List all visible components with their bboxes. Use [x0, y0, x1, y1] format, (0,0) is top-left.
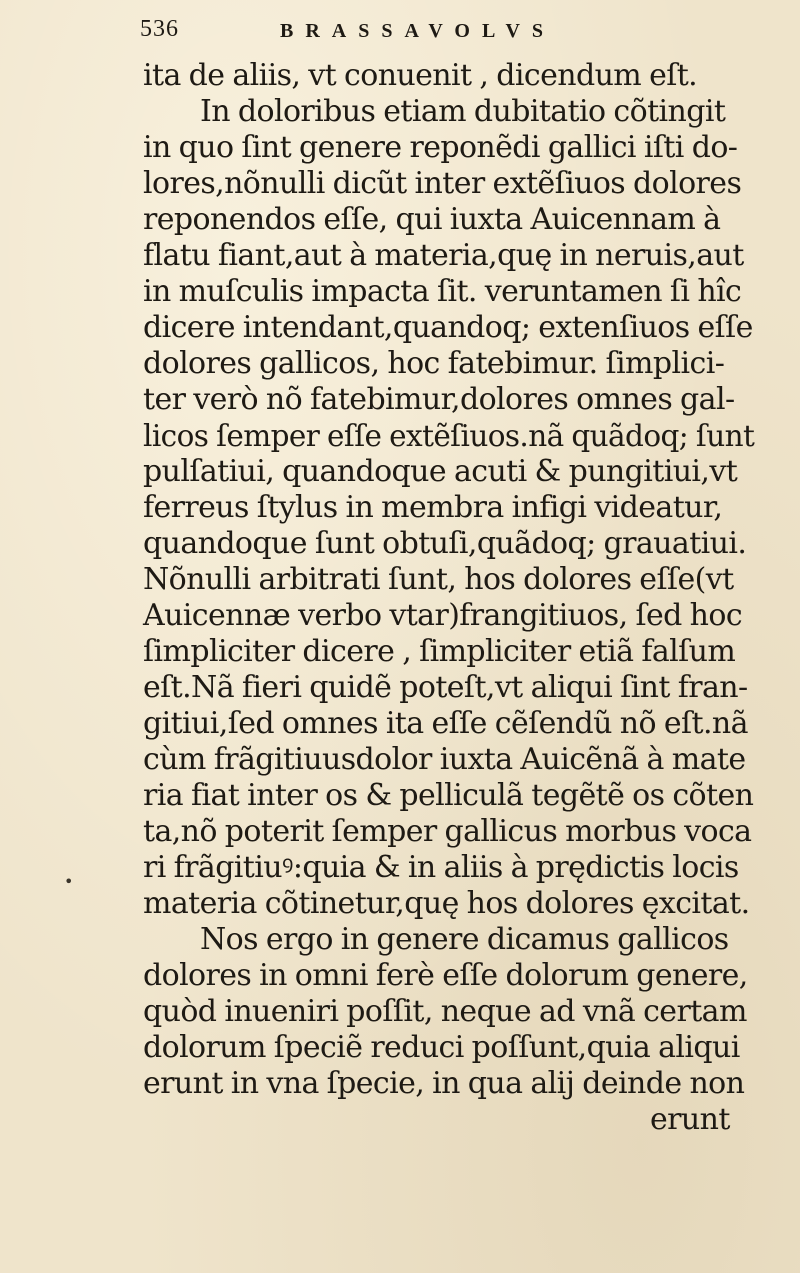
text-line: dolores in omni ferè eſſe dolorum genere,: [143, 958, 748, 993]
text-line: in quo ſint genere reponẽdi gallici iſti do-: [143, 130, 738, 165]
text-line: dicere intendant,quandoq; extenſiuos eſſe: [143, 310, 753, 345]
paragraph-first-line: Nos ergo in genere dicamus gallicos: [200, 922, 729, 957]
text-line: lores,nõnulli dicũt inter extẽſiuos dolores: [143, 166, 742, 201]
text-line: quandoque ſunt obtuſi,quãdoq; grauatiui.: [143, 526, 747, 561]
page-header: [140, 14, 660, 50]
text-line: dolorum ſpeciẽ reduci poſſunt,quia aliqui: [143, 1030, 740, 1065]
text-line: ſimpliciter dicere , ſimpliciter etiã falſum: [143, 634, 736, 669]
text-line: quòd inueniri poſſit, neque ad vnã certam: [143, 994, 747, 1029]
text-line: Auicennæ verbo vtar)frangitiuos, ſed hoc: [143, 598, 743, 633]
text-line: materia cõtinetur,quę hos dolores ęxcitat.: [143, 886, 750, 921]
text-line: erunt in vna ſpecie, in qua alij deinde non: [143, 1066, 745, 1101]
text-line: ta,nõ poterit ſemper gallicus morbus voca: [143, 814, 752, 849]
text-line: reponendos eſſe, qui iuxta Auicennam à: [143, 202, 721, 237]
text-line: ria fiat inter os & pelliculã tegẽtẽ os cõten: [143, 778, 754, 813]
text-line: licos ſemper eſſe extẽſiuos.nã quãdoq; ſunt: [143, 419, 755, 453]
text-line: eſt.Nã fieri quidẽ poteſt,vt aliqui ſint fran-: [143, 670, 748, 705]
text-line: ferreus ſtylus in membra infigi videatur,: [143, 490, 723, 525]
text-line: cùm frãgitiuusdolor iuxta Auicẽnã à mate: [143, 742, 746, 777]
text-line: Nõnulli arbitrati ſunt, hos dolores eſſe(vt: [143, 562, 734, 597]
text-line: ita de aliis, vt conuenit , dicendum eſt.: [143, 58, 698, 93]
text-line: flatu fiant,aut à materia,quę in neruis,aut: [143, 238, 744, 273]
text-line: ri frãgitiuꝰ:quia & in aliis à prędictis locis: [143, 850, 739, 885]
paragraph-first-line: In doloribus etiam dubitatio cõtingit: [200, 94, 726, 129]
text-line: dolores gallicos, hoc fatebimur. ſimplici-: [143, 346, 725, 381]
text-line: gitiui,ſed omnes ita eſſe cẽſendũ nõ eſt.nã: [143, 706, 748, 741]
margin-dot: •: [64, 872, 74, 891]
text-line: in muſculis impacta ſit. veruntamen ſi hîc: [143, 274, 742, 309]
text-line: pulſatiui, quandoque acuti & pungitiui,vt: [143, 454, 738, 489]
catchword: erunt: [650, 1102, 730, 1137]
page-number: 536: [140, 16, 179, 42]
text-line: ter verò nõ fatebimur,dolores omnes gal-: [143, 382, 735, 417]
running-head: BRASSAVOLVS: [280, 20, 556, 42]
